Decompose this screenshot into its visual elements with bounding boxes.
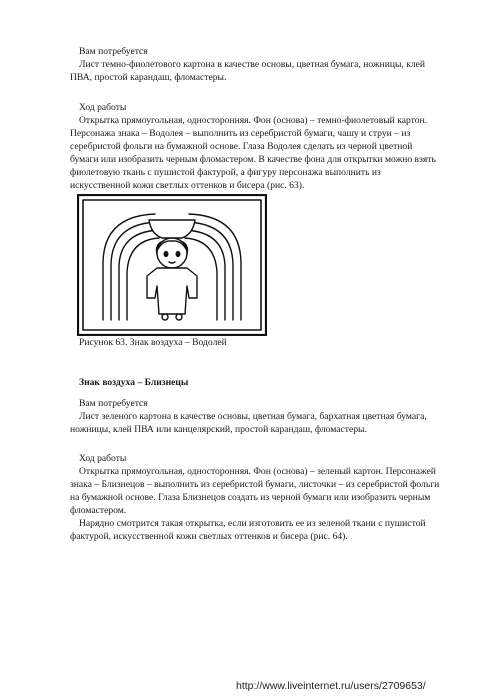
needs-line: Лист зеленого картона в качестве основы, цветная бумага, бархатная цветная бумага,: [79, 411, 427, 422]
needs-heading: Вам потребуется: [79, 398, 148, 409]
section-title: Знак воздуха – Близнецы: [79, 377, 189, 388]
work-line: искусственной кожи светлых оттенков и бисера (рис. 63).: [70, 180, 305, 191]
work-line: бумаги или изобразить черным фломастером. В качестве фона для открытки можно взять: [70, 154, 436, 165]
needs-line: ножницы, клей ПВА или канцелярский, простой карандаш, фломастеры.: [70, 424, 367, 435]
needs-heading: Вам потребуется: [79, 46, 148, 57]
extra-line: Нарядно смотрится такая открытка, если изготовить ее из зеленой ткани с пушистой: [79, 518, 426, 529]
work-heading: Ход работы: [79, 102, 127, 113]
work-line: фиолетовую ткань с пушистой фактурой, а фигуру персонажа выполнить из: [70, 167, 381, 178]
left-eye: [164, 252, 168, 257]
water-bowl: [149, 220, 195, 238]
work-line: Открытка прямоугольная, односторонняя. Фон (основа) – зеленый картон. Персонажей: [79, 466, 436, 477]
work-line: Открытка прямоугольная, односторонняя. Фон (основа) – темно-фиолетовый картон.: [79, 115, 428, 126]
figure-caption: Рисунок 63. Знак воздуха – Водолей: [79, 337, 227, 348]
needs-line: ПВА, простой карандаш, фломастеры.: [70, 72, 227, 83]
work-line: на бумажной основе. Глаза Близнецов создать из черной бумаги или изобразить черным: [70, 492, 431, 503]
aquarius-figure: [77, 194, 267, 336]
work-line: серебристой фольги на бумажной основе. Глаза Водолея сделать из черной цветной: [70, 141, 413, 152]
work-line: Персонажа знака – Водолея – выполнить из серебристой бумаги, чашу и струи – из: [70, 128, 411, 139]
right-foot: [176, 314, 182, 320]
work-heading: Ход работы: [79, 453, 127, 464]
left-foot: [162, 314, 168, 320]
work-line: знака – Близнецов – выполнить из серебристой бумаги, листочки – из серебристой фольги: [70, 479, 440, 490]
source-url-watermark: http://www.liveinternet.ru/users/2709653/: [236, 680, 426, 692]
extra-line: фактурой, искусственной кожи светлых оттенков и бисера (рис. 64).: [70, 531, 348, 542]
work-line: фломастером.: [70, 505, 127, 516]
aquarius-body: [147, 268, 197, 314]
right-eye: [176, 252, 180, 257]
needs-line: Лист темно-фиолетового картона в качестве основы, цветная бумага, ножницы, клей: [79, 59, 426, 70]
